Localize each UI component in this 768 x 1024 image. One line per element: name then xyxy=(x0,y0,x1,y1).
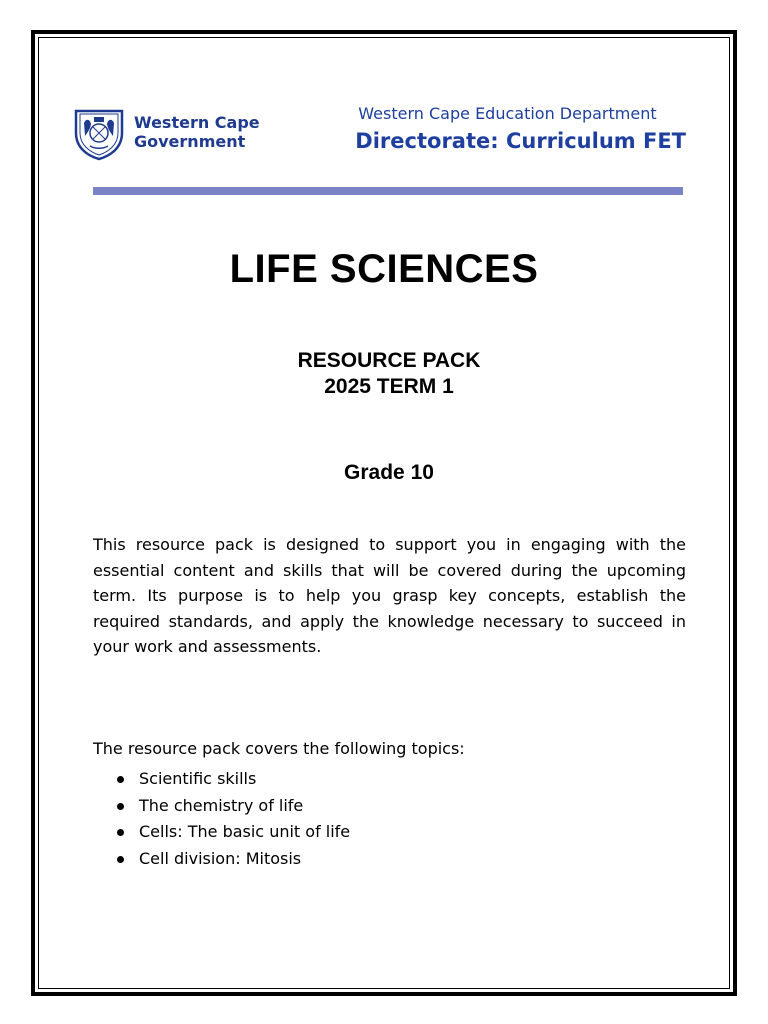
header-divider xyxy=(93,187,683,195)
list-item: Cell division: Mitosis xyxy=(93,847,350,874)
department-name: Western Cape Education Department xyxy=(358,104,657,123)
grade-label: Grade 10 xyxy=(344,461,434,484)
list-item: Cells: The basic unit of life xyxy=(93,820,350,847)
logo-wordmark xyxy=(134,113,260,151)
subtitle-line-1: RESOURCE PACK xyxy=(297,349,481,372)
logo-line-2: Government xyxy=(134,132,246,151)
intro-paragraph: This resource pack is designed to support you in engaging with the essential content and skills that will be covered during the upcoming term. Its purpose is to help you grasp key concepts, establish the required standards, and apply the knowledge necessary to succeed in your work and assessments. xyxy=(93,535,686,656)
list-item: The chemistry of life xyxy=(93,794,350,821)
directorate-name: Directorate: Curriculum FET xyxy=(355,129,686,153)
subtitle-line-2: 2025 TERM 1 xyxy=(324,375,454,398)
document-title: LIFE SCIENCES xyxy=(229,247,539,291)
department-heading xyxy=(355,104,686,156)
list-item: Scientific skills xyxy=(93,767,350,794)
western-cape-government-logo xyxy=(70,103,260,161)
document-subtitle xyxy=(0,348,768,400)
topics-lead: The resource pack covers the following topics: xyxy=(93,739,465,758)
coat-of-arms-icon xyxy=(70,103,128,161)
topic-list xyxy=(93,767,350,873)
logo-line-1: Western Cape xyxy=(134,113,260,132)
